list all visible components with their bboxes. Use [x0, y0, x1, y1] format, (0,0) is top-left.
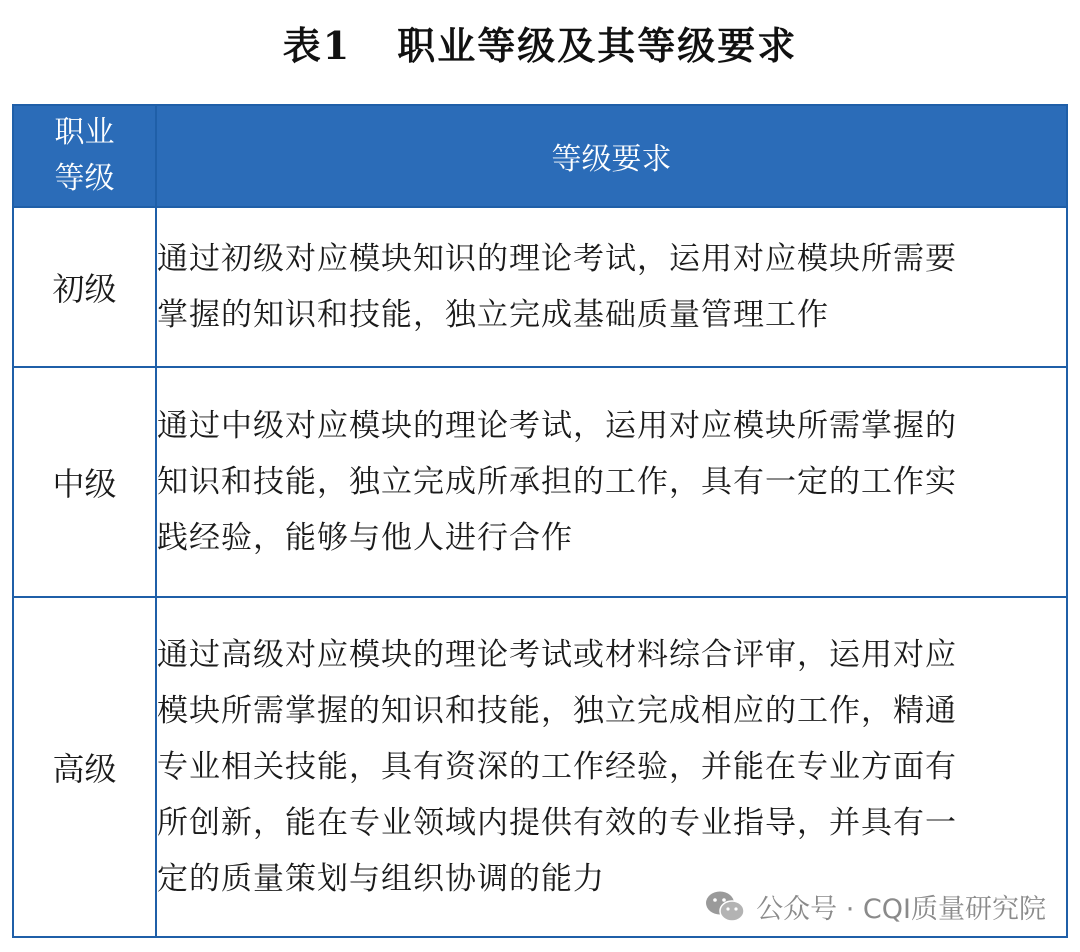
requirement-line: 通过中级对应模块的理论考试，运用对应模块所需掌握的 [157, 408, 957, 444]
header-level [13, 105, 156, 207]
table-row [13, 367, 1067, 597]
requirement-line: 践经验，能够与他人进行合作 [157, 520, 573, 556]
watermark-text: 公众号 · CQI质量研究院 [756, 893, 1046, 925]
level-cell: 初级 [13, 207, 156, 367]
header-level-line1: 职业 [54, 115, 115, 150]
requirement-line: 通过初级对应模块知识的理论考试，运用对应模块所需要 [157, 241, 957, 277]
requirement-line: 通过高级对应模块的理论考试或材料综合评审，运用对应 [157, 637, 957, 673]
level-cell: 高级 [13, 597, 156, 937]
requirement-line: 知识和技能，独立完成所承担的工作，具有一定的工作实 [157, 464, 957, 500]
requirement-line: 专业相关技能，具有资深的工作经验，并能在专业方面有 [157, 749, 957, 785]
header-requirement: 等级要求 [156, 105, 1067, 207]
table-number: 表1 [282, 23, 352, 68]
requirement-cell [156, 367, 1067, 597]
requirement-line: 所创新，能在专业领域内提供有效的专业指导，并具有一 [157, 805, 957, 841]
header-level-line2: 等级 [54, 161, 115, 196]
wechat-icon [704, 889, 746, 923]
level-cell: 中级 [13, 367, 156, 597]
watermark [698, 886, 1046, 926]
requirement-line: 定的质量策划与组织协调的能力 [157, 861, 605, 897]
table-row [13, 207, 1067, 367]
requirement-cell [156, 207, 1067, 367]
level-requirements-table [12, 104, 1068, 938]
table-header-row [13, 105, 1067, 207]
table-title-text: 职业等级及其等级要求 [397, 23, 798, 68]
table-title [0, 14, 1080, 78]
requirement-line: 掌握的知识和技能，独立完成基础质量管理工作 [157, 297, 829, 333]
requirement-line: 模块所需掌握的知识和技能，独立完成相应的工作，精通 [157, 693, 957, 729]
